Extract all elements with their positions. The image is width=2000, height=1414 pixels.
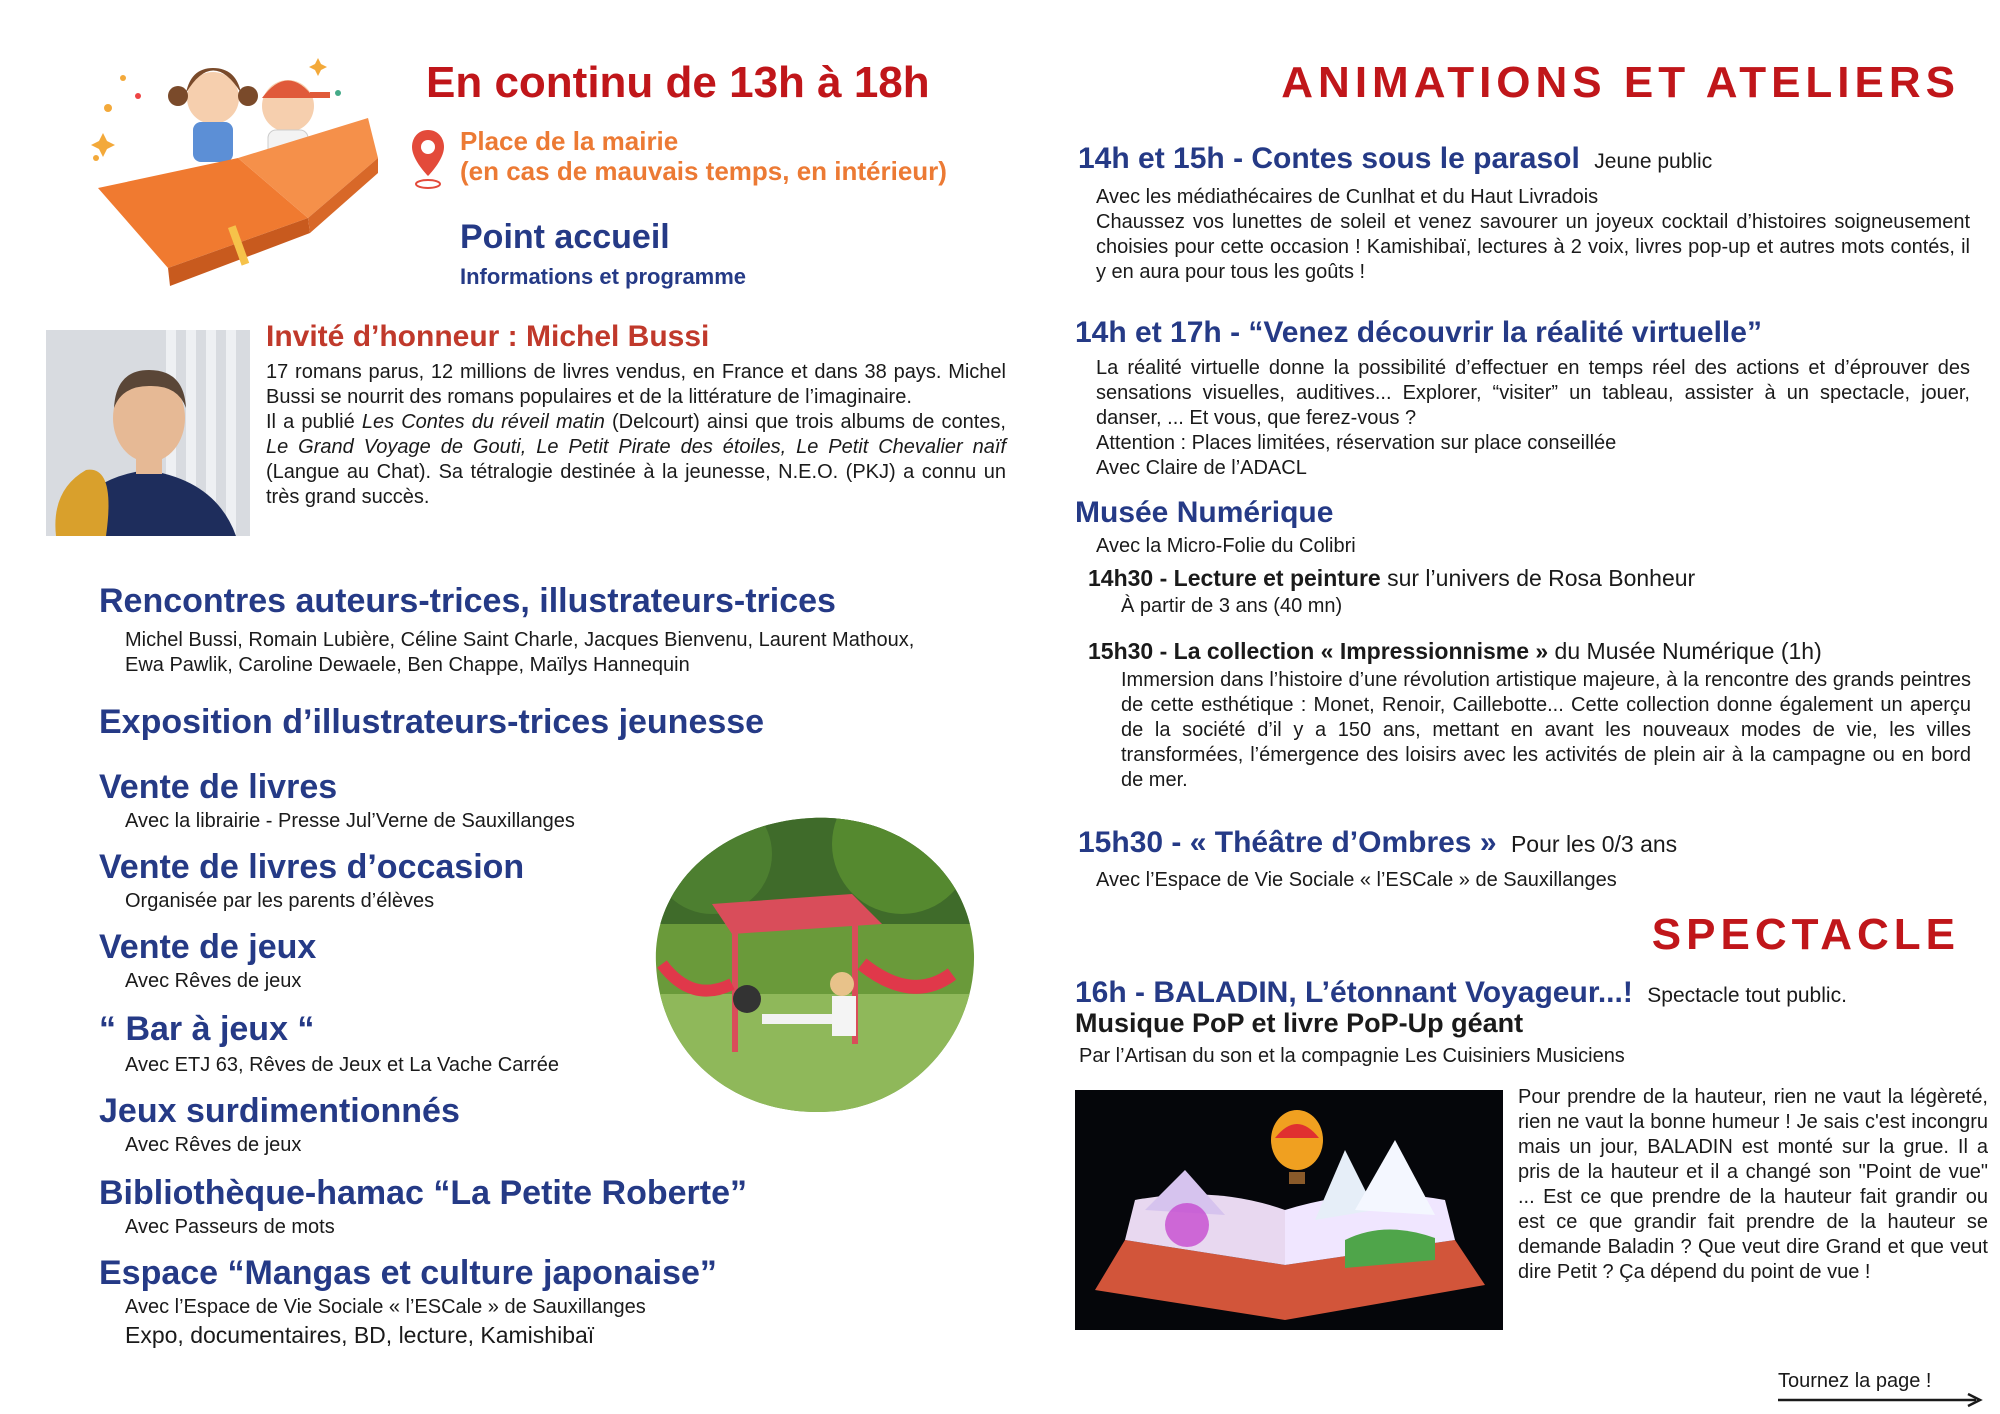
- spectacle-title: 16h - BALADIN, L’étonnant Voyageur...!: [1075, 976, 1633, 1009]
- section-sub-bar-jeux: Avec ETJ 63, Rêves de Jeux et La Vache Carrée: [125, 1054, 559, 1076]
- collection-text: Immersion dans l’histoire d’une révolution artistique majeure, à la rencontre des grands peintres de cette esthétique : Monet, Renoir, Caillebotte... Cette collection donne également un aperçu de la société d’il y a 150 ans, mettant en avant les nouveaux modes de vie, les villes transformées, l’émergence des loisirs avec les activités de plein air à la campagne ou en bord de mer.: [1121, 669, 1971, 791]
- michel-bussi-photo: [46, 330, 250, 536]
- contes-text: Chaussez vos lunettes de soleil et venez savourer un joyeux cocktail d’histoires soigneusement choisies pour cette occasion ! Kamishibaï, lectures à 2 voix, livres pop-up et autres mots contés, il y en aura pour tous les goûts !: [1096, 211, 1970, 283]
- section-title-mangas: Espace “Mangas et culture japonaise”: [99, 1254, 717, 1292]
- turn-page-link[interactable]: [1778, 1370, 1931, 1393]
- guest-paragraph-2: Il a publié Les Contes du réveil matin (Delcourt) ainsi que trois albums de contes, Le Grand Voyage de Gouti, Le Petit Pirate des étoiles, Le Petit Chevalier naïf (Langue au Chat). Sa tétralogie destinée à la jeunesse, N.E.O. (PKJ) a connu un très grand succès.: [266, 411, 1006, 508]
- lecture-row: [1088, 565, 1695, 592]
- bar-a-jeux-photo: [652, 814, 976, 1114]
- section-title-bar-jeux: “ Bar à jeux “: [99, 1010, 315, 1048]
- vr-title: 14h et 17h - “Venez découvrir la réalité virtuelle”: [1075, 316, 1762, 349]
- contes-heading-row: [1078, 142, 1712, 176]
- collection-title-part1: 15h30 - La collection «: [1088, 638, 1340, 664]
- section-extra-mangas: Expo, documentaires, BD, lecture, Kamishibaï: [125, 1322, 595, 1348]
- section-title-jeux-surdim: Jeux surdimentionnés: [99, 1092, 460, 1130]
- animations-heading: ANIMATIONS ET ATELIERS: [1281, 58, 1960, 107]
- spectacle-heading-row: [1075, 976, 1847, 1010]
- kids-reading-book-illustration: [78, 38, 378, 298]
- guest-title: Invité d’honneur : Michel Bussi: [266, 320, 710, 353]
- contes-title: 14h et 15h - Contes sous le parasol: [1078, 142, 1580, 175]
- ombres-title: 15h30 - « Théâtre d’Ombres »: [1078, 826, 1497, 859]
- contes-audience: Jeune public: [1594, 150, 1713, 173]
- point-accueil-title: Point accueil: [460, 218, 670, 256]
- section-sub-bibliotheque-hamac: Avec Passeurs de mots: [125, 1216, 335, 1238]
- lecture-subject: sur l’univers de Rosa Bonheur: [1380, 565, 1696, 591]
- section-sub-rencontres: Michel Bussi, Romain Lubière, Céline Saint Charle, Jacques Bienvenu, Laurent Mathoux, Ewa Pawlik, Caroline Dewaele, Ben Chappe, Maïlys Hannequin: [125, 629, 915, 676]
- section-title-exposition: Exposition d’illustrateurs-trices jeunesse: [99, 703, 765, 741]
- ombres-with: Avec l’Espace de Vie Sociale « l’ESCale » de Sauxillanges: [1096, 869, 1617, 891]
- musee-with: Avec la Micro-Folie du Colibri: [1096, 535, 1356, 557]
- spectacle-heading: SPECTACLE: [1651, 910, 1960, 959]
- section-sub-mangas: Avec l’Espace de Vie Sociale « l’ESCale » de Sauxillanges: [125, 1296, 646, 1318]
- collection-title-part2: Impressionnisme »: [1339, 638, 1549, 664]
- vr-text: La réalité virtuelle donne la possibilité d’effectuer en temps réel des actions et d’éprouver des sensations visuelles, auditives... Explorer, “visiter” un tableau, assister à un spectacle, jouer, danser, ... Et vous, que ferez-vous ?: [1096, 357, 1970, 429]
- ombres-heading-row: [1078, 826, 1677, 860]
- guest-text: [266, 360, 1006, 510]
- collection-row: [1088, 638, 1822, 665]
- arrow-right-icon: [1776, 1392, 1986, 1408]
- baladin-popup-book-photo: [1075, 1090, 1503, 1330]
- section-title-vente-occasion: Vente de livres d’occasion: [99, 848, 525, 886]
- point-accueil-sub: Informations et programme: [460, 264, 747, 289]
- location-pin-icon: [410, 128, 446, 190]
- section-title-vente-jeux: Vente de jeux: [99, 928, 317, 966]
- spectacle-text: Pour prendre de la hauteur, rien ne vaut la légèreté, rien ne vaut la bonne humeur ! Je sais c'est incongru mais un jour, BALADIN est monté sur la grue. Il a pris de la hauteur et il a changé son "Point de vue" ... Est ce que prendre de la hauteur fait grandir ou est ce que grandir fait prendre de la hauteur se demande Baladin ? Que veut dire Grand et que veut dire Petit ? Ça dépend du point de vue !: [1518, 1086, 1988, 1283]
- section-title-vente-livres: Vente de livres: [99, 768, 338, 806]
- turn-page-label: Tournez la page !: [1778, 1370, 1932, 1392]
- vr-attention: Attention : Places limitées, réservation sur place conseillée: [1096, 432, 1617, 454]
- section-sub-vente-occasion: Organisée par les parents d’élèves: [125, 890, 435, 912]
- section-title-bibliotheque-hamac: Bibliothèque-hamac “La Petite Roberte”: [99, 1174, 747, 1212]
- section-title-rencontres: Rencontres auteurs-trices, illustrateurs-trices: [99, 582, 836, 620]
- contes-with: Avec les médiathécaires de Cunlhat et du Haut Livradois: [1096, 186, 1599, 208]
- time-title: En continu de 13h à 18h: [426, 58, 930, 107]
- lecture-title: 14h30 - Lecture et peinture: [1088, 565, 1381, 591]
- place-line2: (en cas de mauvais temps, en intérieur): [460, 156, 947, 186]
- spectacle-by: Par l’Artisan du son et la compagnie Les Cuisiniers Musiciens: [1079, 1045, 1625, 1067]
- section-sub-vente-livres: Avec la librairie - Presse Jul’Verne de Sauxillanges: [125, 810, 575, 832]
- ombres-audience: Pour les 0/3 ans: [1510, 831, 1678, 857]
- place-line1: Place de la mairie: [460, 126, 679, 156]
- lecture-age: À partir de 3 ans (40 mn): [1121, 595, 1343, 617]
- section-sub-vente-jeux: Avec Rêves de jeux: [125, 970, 302, 992]
- guest-paragraph-1: 17 romans parus, 12 millions de livres vendus, en France et dans 38 pays. Michel Bussi se nourrit des romans populaires et de la littérature de l’imaginaire.: [266, 361, 1006, 408]
- spectacle-audience: Spectacle tout public.: [1647, 984, 1847, 1007]
- spectacle-subtitle: Musique PoP et livre PoP-Up géant: [1075, 1008, 1524, 1038]
- vr-with: Avec Claire de l’ADACL: [1096, 457, 1307, 479]
- section-sub-jeux-surdim: Avec Rêves de jeux: [125, 1134, 302, 1156]
- musee-title: Musée Numérique: [1075, 496, 1334, 529]
- collection-title-rest: du Musée Numérique (1h): [1548, 638, 1822, 664]
